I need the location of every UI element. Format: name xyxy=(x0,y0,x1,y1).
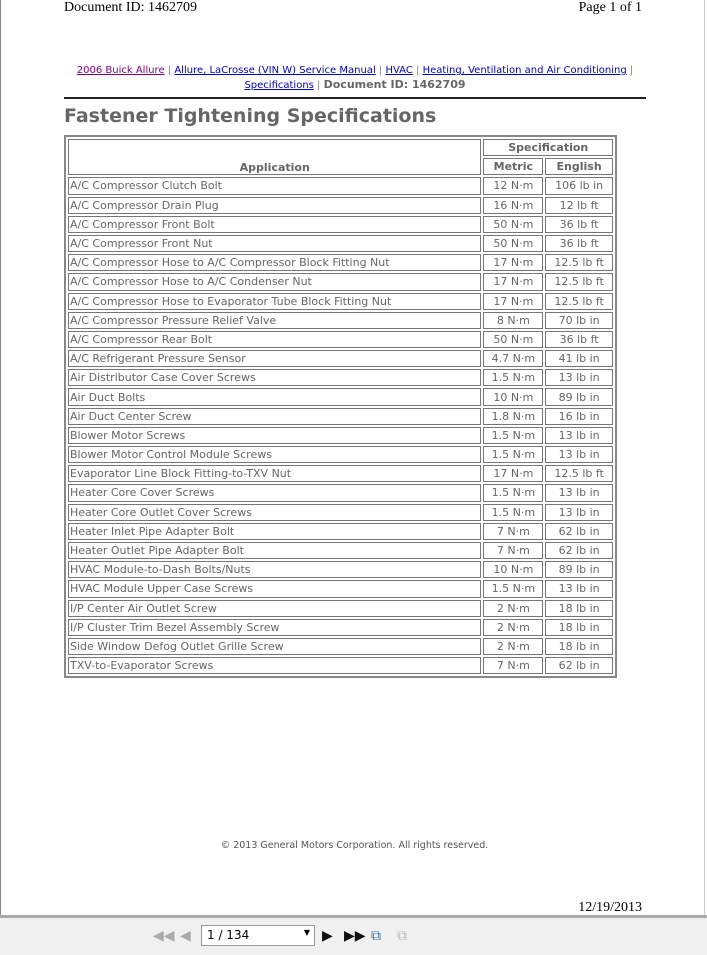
page-title: Fastener Tightening Specifications xyxy=(64,105,437,127)
table-row xyxy=(68,216,613,233)
cell-english: 13 lb in xyxy=(545,580,613,597)
page-select[interactable] xyxy=(201,925,315,946)
cell-application: A/C Compressor Hose to A/C Condenser Nut xyxy=(68,273,481,290)
breadcrumb-link-hvac[interactable]: HVAC xyxy=(385,65,413,76)
table-row xyxy=(68,312,613,329)
breadcrumb-link-vehicle[interactable]: 2006 Buick Allure xyxy=(76,65,165,76)
cell-metric: 1.5 N·m xyxy=(483,580,543,597)
cell-english: 13 lb in xyxy=(545,446,613,463)
header-metric: Metric xyxy=(483,158,543,175)
cell-english: 70 lb in xyxy=(545,312,613,329)
table-row xyxy=(68,388,613,405)
cell-metric: 2 N·m xyxy=(483,600,543,617)
cell-english: 89 lb in xyxy=(545,561,613,578)
cell-metric: 50 N·m xyxy=(483,216,543,233)
header-english: English xyxy=(545,158,613,175)
cell-metric: 16 N·m xyxy=(483,197,543,214)
cell-application: Air Distributor Case Cover Screws xyxy=(68,369,481,386)
cell-metric: 50 N·m xyxy=(483,235,543,252)
table-row xyxy=(68,446,613,463)
cell-metric: 1.5 N·m xyxy=(483,427,543,444)
cell-application: I/P Cluster Trim Bezel Assembly Screw xyxy=(68,619,481,636)
cell-application: Heater Core Outlet Cover Screws xyxy=(68,504,481,521)
cell-english: 12.5 lb ft xyxy=(545,254,613,271)
cell-application: Air Duct Bolts xyxy=(68,388,481,405)
next-page-icon[interactable]: ▶ xyxy=(322,928,333,944)
table-row xyxy=(68,484,613,501)
cell-metric: 17 N·m xyxy=(483,254,543,271)
cell-english: 106 lb in xyxy=(545,177,613,194)
cell-metric: 12 N·m xyxy=(483,177,543,194)
previous-page-icon[interactable]: ◀ xyxy=(180,928,191,944)
cell-application: Evaporator Line Block Fitting-to-TXV Nut xyxy=(68,465,481,482)
cell-metric: 8 N·m xyxy=(483,312,543,329)
table-row xyxy=(68,369,613,386)
table-row xyxy=(68,273,613,290)
table-row xyxy=(68,254,613,271)
cell-metric: 50 N·m xyxy=(483,331,543,348)
cell-english: 13 lb in xyxy=(545,427,613,444)
first-page-icon[interactable]: ◀◀ xyxy=(153,928,175,944)
cell-metric: 1.5 N·m xyxy=(483,504,543,521)
cell-metric: 17 N·m xyxy=(483,465,543,482)
table-row xyxy=(68,523,613,540)
cell-application: HVAC Module Upper Case Screws xyxy=(68,580,481,597)
breadcrumb-link-specifications[interactable]: Specifications xyxy=(244,80,314,91)
cell-metric: 1.8 N·m xyxy=(483,408,543,425)
table-row xyxy=(68,197,613,214)
cell-metric: 17 N·m xyxy=(483,273,543,290)
table-row xyxy=(68,427,613,444)
document-id: Document ID: 1462709 xyxy=(64,0,197,15)
cell-application: Side Window Defog Outlet Grille Screw xyxy=(68,638,481,655)
page-number: Page 1 of 1 xyxy=(578,0,642,15)
cell-application: Blower Motor Screws xyxy=(68,427,481,444)
copy-icon: ⧉ xyxy=(397,928,407,944)
cell-application: HVAC Module-to-Dash Bolts/Nuts xyxy=(68,561,481,578)
cell-metric: 10 N·m xyxy=(483,388,543,405)
cell-application: TXV-to-Evaporator Screws xyxy=(68,657,481,674)
cell-metric: 1.5 N·m xyxy=(483,484,543,501)
cell-english: 62 lb in xyxy=(545,657,613,674)
breadcrumb: 2006 Buick Allure | Allure, LaCrosse (VIN W) Service Manual | HVAC | Heating, Ventilation and Air Conditioning | Specifications | Document ID: 1462709 xyxy=(76,65,634,91)
cell-metric: 17 N·m xyxy=(483,293,543,310)
cell-metric: 1.5 N·m xyxy=(483,446,543,463)
cell-application: Heater Core Cover Screws xyxy=(68,484,481,501)
breadcrumb-link-manual[interactable]: Allure, LaCrosse (VIN W) Service Manual xyxy=(174,65,376,76)
cell-application: A/C Compressor Pressure Relief Valve xyxy=(68,312,481,329)
specifications-table xyxy=(64,135,617,678)
table-row xyxy=(68,350,613,367)
print-date: 12/19/2013 xyxy=(578,900,642,915)
cell-metric: 1.5 N·m xyxy=(483,369,543,386)
last-page-icon[interactable]: ▶▶ xyxy=(344,928,366,944)
cell-metric: 2 N·m xyxy=(483,619,543,636)
copyright: © 2013 General Motors Corporation. All rights reserved. xyxy=(220,840,489,851)
cell-application: A/C Refrigerant Pressure Sensor xyxy=(68,350,481,367)
cell-english: 62 lb in xyxy=(545,523,613,540)
table-row xyxy=(68,504,613,521)
cell-application: A/C Compressor Hose to Evaporator Tube Block Fitting Nut xyxy=(68,293,481,310)
table-row xyxy=(68,561,613,578)
table-row xyxy=(68,465,613,482)
cell-english: 18 lb in xyxy=(545,638,613,655)
cell-application: A/C Compressor Front Bolt xyxy=(68,216,481,233)
cell-english: 13 lb in xyxy=(545,504,613,521)
table-row xyxy=(68,542,613,559)
cell-application: A/C Compressor Clutch Bolt xyxy=(68,177,481,194)
cell-metric: 7 N·m xyxy=(483,657,543,674)
cell-english: 12.5 lb ft xyxy=(545,293,613,310)
cell-english: 62 lb in xyxy=(545,542,613,559)
cell-metric: 10 N·m xyxy=(483,561,543,578)
header-specification: Specification xyxy=(483,139,613,156)
breadcrumb-link-heating[interactable]: Heating, Ventilation and Air Conditioning xyxy=(422,65,627,76)
chevron-down-icon: ▼ xyxy=(303,928,310,937)
table-row xyxy=(68,235,613,252)
cell-english: 13 lb in xyxy=(545,484,613,501)
cell-english: 13 lb in xyxy=(545,369,613,386)
cell-english: 18 lb in xyxy=(545,600,613,617)
cell-application: Heater Inlet Pipe Adapter Bolt xyxy=(68,523,481,540)
table-row xyxy=(68,408,613,425)
cell-application: A/C Compressor Hose to A/C Compressor Block Fitting Nut xyxy=(68,254,481,271)
page-select-value: 1 / 134 xyxy=(207,928,250,942)
divider xyxy=(64,97,646,99)
table-row xyxy=(68,293,613,310)
cell-application: Blower Motor Control Module Screws xyxy=(68,446,481,463)
cell-application: I/P Center Air Outlet Screw xyxy=(68,600,481,617)
cell-metric: 4.7 N·m xyxy=(483,350,543,367)
table-row xyxy=(68,600,613,617)
cell-metric: 7 N·m xyxy=(483,523,543,540)
table-row xyxy=(68,657,613,674)
cell-english: 36 lb ft xyxy=(545,235,613,252)
cell-application: Heater Outlet Pipe Adapter Bolt xyxy=(68,542,481,559)
cell-english: 12.5 lb ft xyxy=(545,465,613,482)
cell-application: A/C Compressor Front Nut xyxy=(68,235,481,252)
table-row xyxy=(68,638,613,655)
table-row xyxy=(68,580,613,597)
cell-metric: 2 N·m xyxy=(483,638,543,655)
export-icon[interactable]: ⧉ xyxy=(371,928,381,944)
cell-english: 36 lb ft xyxy=(545,216,613,233)
cell-application: A/C Compressor Drain Plug xyxy=(68,197,481,214)
table-row xyxy=(68,177,613,194)
cell-english: 18 lb in xyxy=(545,619,613,636)
cell-metric: 7 N·m xyxy=(483,542,543,559)
breadcrumb-document-id: Document ID: 1462709 xyxy=(323,78,466,91)
viewer-toolbar xyxy=(0,915,707,955)
cell-english: 12.5 lb ft xyxy=(545,273,613,290)
cell-application: A/C Compressor Rear Bolt xyxy=(68,331,481,348)
table-row xyxy=(68,331,613,348)
table-row xyxy=(68,619,613,636)
cell-english: 89 lb in xyxy=(545,388,613,405)
cell-english: 36 lb ft xyxy=(545,331,613,348)
header-application: Application xyxy=(68,139,481,175)
cell-application: Air Duct Center Screw xyxy=(68,408,481,425)
cell-english: 16 lb in xyxy=(545,408,613,425)
cell-english: 12 lb ft xyxy=(545,197,613,214)
cell-english: 41 lb in xyxy=(545,350,613,367)
